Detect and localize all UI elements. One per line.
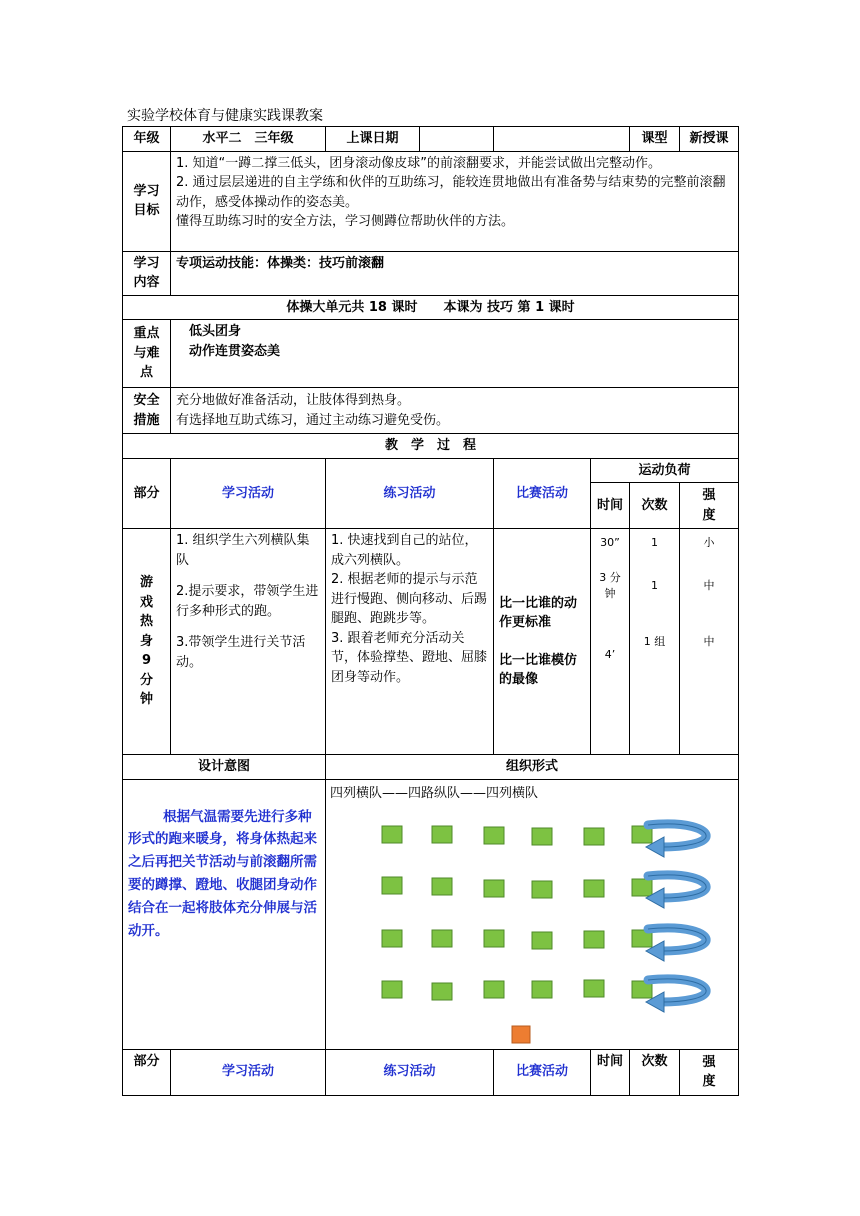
student-marker bbox=[632, 879, 652, 896]
load-header: 运动负荷 bbox=[591, 458, 739, 483]
document-title: 实验学校体育与健康实践课教案 bbox=[127, 108, 323, 124]
organization-label: 组织形式 bbox=[326, 755, 739, 780]
warmup-study-item: 2.提示要求，带领学生进行多种形式的跑。 bbox=[176, 584, 319, 619]
safety-item: 充分地做好准备活动，让肢体得到热身。 bbox=[176, 393, 411, 408]
student-marker bbox=[532, 828, 552, 845]
process-header-row-1 bbox=[123, 458, 739, 483]
safety-label: 安全 措施 bbox=[123, 388, 171, 434]
objectives-row bbox=[123, 151, 739, 251]
objective-item: 1. 知道“一蹲二撑三低头，团身滚动像皮球”的前滚翻要求，并能尝试做出完整动作。 bbox=[176, 155, 662, 171]
rotation-arrow-icon bbox=[646, 978, 706, 1011]
safety-content bbox=[171, 388, 739, 434]
warmup-practice bbox=[326, 529, 494, 755]
student-marker bbox=[484, 880, 504, 897]
student-marker bbox=[432, 930, 452, 947]
student-marker bbox=[382, 930, 402, 947]
competition-item: 比一比谁的动作更标准 bbox=[499, 595, 578, 630]
date-value bbox=[420, 127, 494, 152]
unit-row bbox=[123, 295, 739, 320]
student-marker bbox=[382, 877, 402, 894]
student-marker bbox=[382, 826, 402, 843]
type-value: 新授课 bbox=[680, 127, 739, 152]
key-point-item: 低头团身 bbox=[189, 324, 242, 339]
student-marker bbox=[484, 827, 504, 844]
grade-label: 年级 bbox=[123, 127, 171, 152]
warmup-study-item: 3.带领学生进行关节活动。 bbox=[176, 635, 306, 670]
student-marker bbox=[584, 931, 604, 948]
content-row bbox=[123, 251, 739, 295]
design-text: 根据气温需要先进行多种形式的跑来暖身，将身体热起来之后再把关节活动与前滚翻所需要的蹲撑、蹬地、收腿团身动作结合在一起将肢体充分伸展与活动开。 bbox=[123, 779, 326, 1049]
student-marker bbox=[382, 981, 402, 998]
warmup-part: 游 戏 热 身 9 分 钟 bbox=[123, 529, 171, 755]
footer-part-header: 部分 bbox=[123, 1049, 171, 1095]
date-label: 上课日期 bbox=[326, 127, 420, 152]
rotation-arrow-icon bbox=[646, 927, 706, 960]
student-marker bbox=[584, 980, 604, 997]
organization-diagram bbox=[326, 779, 739, 1049]
warmup-practice-item: 3. 跟着老师充分活动关节，体验撑垫、蹬地、屈膝团身等动作。 bbox=[331, 630, 488, 685]
rotation-arrow-icon bbox=[646, 823, 706, 856]
unit-line: 体操大单元共 18 课时 本课为 技巧 第 1 课时 bbox=[123, 295, 739, 320]
part-header: 部分 bbox=[123, 458, 171, 529]
footer-count-header: 次数 bbox=[630, 1049, 680, 1095]
competition-item: 比一比谁模仿的最像 bbox=[499, 652, 578, 687]
warmup-times: 30” 3 分钟 4’ bbox=[591, 529, 630, 755]
design-content-row bbox=[123, 779, 739, 1049]
study-header: 学习活动 bbox=[171, 458, 326, 529]
warmup-competition bbox=[494, 529, 591, 755]
count-header: 次数 bbox=[630, 483, 680, 529]
safety-row bbox=[123, 388, 739, 434]
student-marker bbox=[584, 828, 604, 845]
design-label: 设计意图 bbox=[123, 755, 326, 780]
competition-header: 比赛活动 bbox=[494, 458, 591, 529]
footer-header-row bbox=[123, 1049, 739, 1095]
key-points-row bbox=[123, 320, 739, 388]
student-marker bbox=[432, 878, 452, 895]
key-points-label: 重点 与难 点 bbox=[123, 320, 171, 388]
objective-item: 2. 通过层层递进的自主学练和伙伴的互助练习，能较连贯地做出有准备势与结束势的完整前滚翻动作，感受体操动作的姿态美。 bbox=[176, 175, 726, 210]
teacher-marker bbox=[512, 1026, 530, 1043]
objectives-label: 学习 目标 bbox=[123, 151, 171, 251]
type-label: 课型 bbox=[630, 127, 680, 152]
header-row bbox=[123, 127, 739, 152]
student-marker bbox=[484, 930, 504, 947]
footer-study-header: 学习活动 bbox=[171, 1049, 326, 1095]
content-label: 学习 内容 bbox=[123, 251, 171, 295]
rotation-arrow-icon bbox=[646, 874, 706, 907]
warmup-practice-item: 2. 根据老师的提示与示范进行慢跑、侧向移动、后踢腿跑、跑跳步等。 bbox=[331, 572, 488, 626]
process-title-row bbox=[123, 434, 739, 459]
student-marker bbox=[584, 880, 604, 897]
student-marker bbox=[532, 932, 552, 949]
content-value: 专项运动技能：体操类：技巧前滚翻 bbox=[171, 251, 739, 295]
footer-competition-header: 比赛活动 bbox=[494, 1049, 591, 1095]
warmup-row bbox=[123, 529, 739, 755]
student-marker bbox=[432, 826, 452, 843]
formation-diagram bbox=[326, 780, 738, 1048]
footer-practice-header: 练习活动 bbox=[326, 1049, 494, 1095]
safety-item: 有选择地互助式练习，通过主动练习避免受伤。 bbox=[176, 412, 450, 428]
student-marker bbox=[484, 981, 504, 998]
lesson-plan-table bbox=[122, 126, 739, 1096]
warmup-intensities: 小 中 中 bbox=[680, 529, 739, 755]
process-title: 教 学 过 程 bbox=[123, 434, 739, 459]
warmup-study-item: 1. 组织学生六列横队集队 bbox=[176, 533, 310, 568]
grade-value: 水平二 三年级 bbox=[171, 127, 326, 152]
student-marker bbox=[432, 983, 452, 1000]
objective-item: 懂得互助练习时的安全方法，学习侧蹲位帮助伙伴的方法。 bbox=[176, 214, 515, 229]
warmup-counts: 1 1 1 组 bbox=[630, 529, 680, 755]
warmup-study bbox=[171, 529, 326, 755]
date-value-cont bbox=[494, 127, 630, 152]
student-marker bbox=[532, 881, 552, 898]
design-header-row bbox=[123, 755, 739, 780]
time-header: 时间 bbox=[591, 483, 630, 529]
footer-intensity-header: 强 度 bbox=[680, 1049, 739, 1095]
objectives-content bbox=[171, 151, 739, 251]
warmup-practice-item: 1. 快速找到自己的站位，成六列横队。 bbox=[331, 533, 478, 568]
student-marker bbox=[532, 981, 552, 998]
key-point-item: 动作连贯姿态美 bbox=[189, 343, 281, 359]
organization-caption: 四列横队——四路纵队——四列横队 bbox=[330, 785, 539, 801]
key-points-content bbox=[171, 320, 739, 388]
footer-time-header: 时间 bbox=[591, 1049, 630, 1095]
practice-header: 练习活动 bbox=[326, 458, 494, 529]
intensity-header: 强 度 bbox=[680, 483, 739, 529]
